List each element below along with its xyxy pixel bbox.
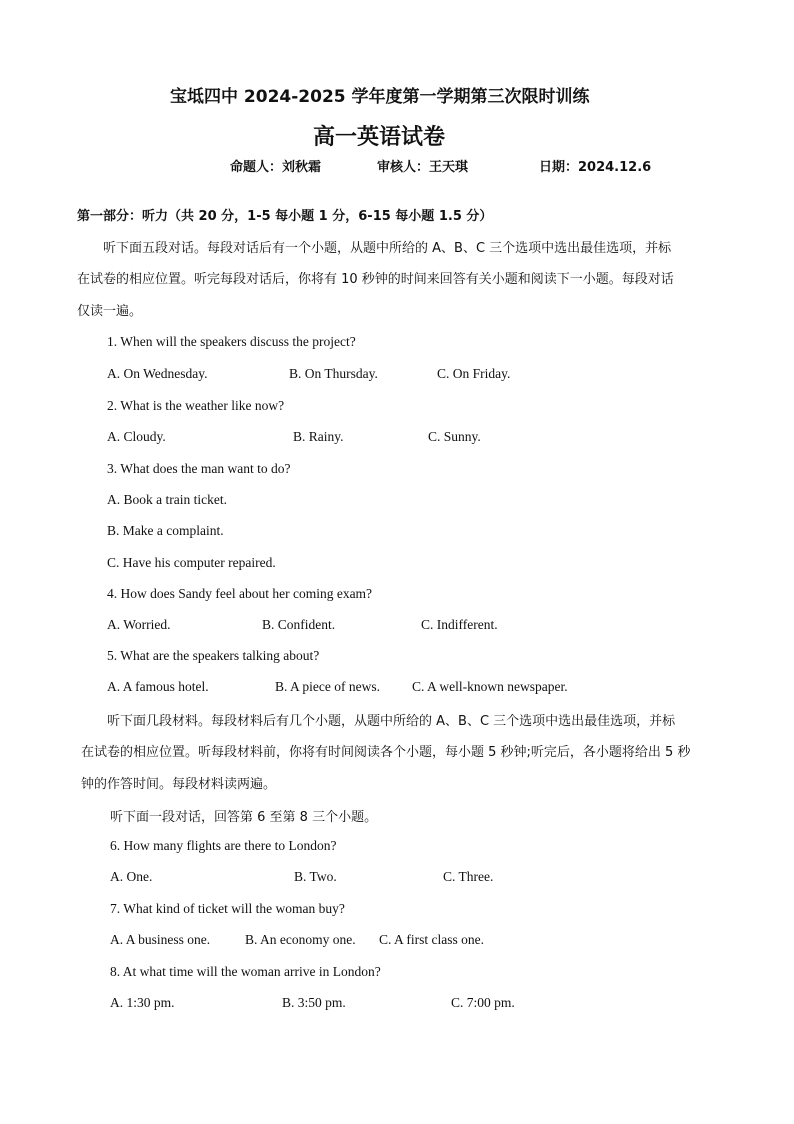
exam-title: 宝坻四中 2024-2025 学年度第一学期第三次限时训练 xyxy=(170,87,590,107)
option-c: C. Have his computer repaired. xyxy=(107,555,276,570)
option-a: A. A business one. xyxy=(110,932,211,947)
option-c: C. 7:00 pm. xyxy=(451,995,515,1010)
option-b: B. On Thursday. xyxy=(289,366,378,381)
option-b: B. Make a complaint. xyxy=(107,523,224,538)
instructions-line: 听下面几段材料。每段材料后有几个小题，从题中所给的 A、B、C 三个选项中选出最佳选项，并标 xyxy=(107,714,676,729)
option-a: A. Worried. xyxy=(107,617,171,632)
option-a: A. On Wednesday. xyxy=(107,366,208,381)
option-c: C. Three. xyxy=(443,869,494,884)
option-a: A. Cloudy. xyxy=(107,429,166,444)
question-stem: 7. What kind of ticket will the woman buy? xyxy=(110,901,345,916)
instructions-line: 在试卷的相应位置。听完每段对话后，你将有 10 秒钟的时间来回答有关小题和阅读下一小题。每段对话 xyxy=(77,272,674,287)
question-stem: 6. How many flights are there to London? xyxy=(110,838,337,853)
setter-label: 命题人：刘秋霜 xyxy=(230,160,322,175)
option-a: A. One. xyxy=(110,869,153,884)
exam-subtitle: 高一英语试卷 xyxy=(313,125,446,150)
dialogue-intro: 听下面一段对话，回答第 6 至第 8 三个小题。 xyxy=(110,810,378,825)
question-stem: 5. What are the speakers talking about? xyxy=(107,648,320,663)
option-c: C. On Friday. xyxy=(437,366,511,381)
option-b: B. Two. xyxy=(294,869,337,884)
option-c: C. Indifferent. xyxy=(421,617,498,632)
instructions-line: 钟的作答时间。每段材料读两遍。 xyxy=(81,777,277,792)
option-c: C. A first class one. xyxy=(379,932,484,947)
option-b: B. An economy one. xyxy=(245,932,356,947)
option-b: B. 3:50 pm. xyxy=(282,995,346,1010)
option-b: B. A piece of news. xyxy=(275,679,380,694)
question-stem: 1. When will the speakers discuss the project? xyxy=(107,334,356,349)
instructions-line: 在试卷的相应位置。听每段材料前，你将有时间阅读各个小题，每小题 5 秒钟;听完后，各小题将给出 5 秒 xyxy=(81,745,691,760)
option-b: B. Confident. xyxy=(262,617,336,632)
question-stem: 2. What is the weather like now? xyxy=(107,398,285,413)
question-stem: 3. What does the man want to do? xyxy=(107,461,291,476)
option-a: A. A famous hotel. xyxy=(107,679,209,694)
reviewer-label: 审核人：王天琪 xyxy=(377,160,469,175)
option-b: B. Rainy. xyxy=(293,429,344,444)
question-stem: 8. At what time will the woman arrive in London? xyxy=(110,964,381,979)
option-c: C. A well-known newspaper. xyxy=(412,679,568,694)
option-a: A. 1:30 pm. xyxy=(110,995,175,1010)
question-stem: 4. How does Sandy feel about her coming exam? xyxy=(107,586,373,601)
part1-heading: 第一部分：听力（共 20 分，1-5 每小题 1 分，6-15 每小题 1.5 分） xyxy=(77,209,493,224)
exam-date: 日期：2024.12.6 xyxy=(539,160,652,175)
instructions-line: 仅读一遍。 xyxy=(77,304,143,319)
option-a: A. Book a train ticket. xyxy=(107,492,227,507)
option-c: C. Sunny. xyxy=(428,429,481,444)
instructions-line: 听下面五段对话。每段对话后有一个小题，从题中所给的 A、B、C 三个选项中选出最佳选项，并标 xyxy=(103,241,672,256)
